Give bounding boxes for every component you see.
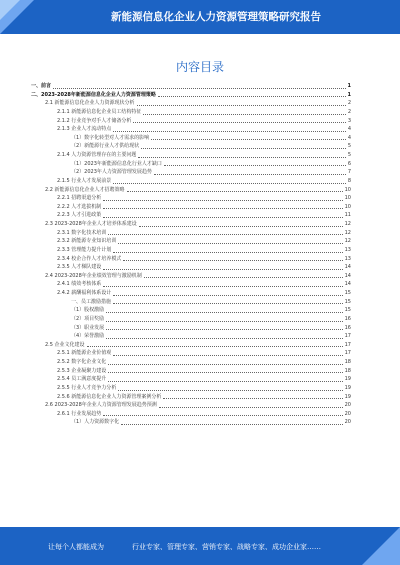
footer-bar xyxy=(0,527,400,565)
toc-page-number: 12 xyxy=(344,229,351,236)
toc-page-number: 2 xyxy=(347,100,351,107)
toc-entry-text: 二、2023-2028年新能源信息化企业人力资源管理策略 xyxy=(31,91,156,98)
toc-leader-dots xyxy=(113,131,346,132)
header-corner-highlight xyxy=(0,0,20,20)
toc-leader-dots xyxy=(159,407,343,408)
toc-entry-text: 2.1.5 行业人才发展前景 xyxy=(57,177,112,184)
toc-page-number: 20 xyxy=(344,402,351,409)
toc-entry-text: 2.5.2 数字化企业文化 xyxy=(57,359,107,365)
toc-leader-dots xyxy=(158,96,346,97)
toc-leader-dots xyxy=(144,277,343,278)
toc-page-number: 3 xyxy=(347,117,351,124)
toc-page-number: 17 xyxy=(344,341,351,348)
toc-leader-dots xyxy=(163,398,342,399)
toc-page-number: 11 xyxy=(344,212,351,219)
toc-entry-text: 2.3 2023-2028年企业人才培养体系建设 xyxy=(45,221,137,227)
toc-entry-text: 2.2.3 人才引进政策 xyxy=(57,212,102,219)
toc-entry-text: 一、员工激励措施 xyxy=(71,298,112,305)
toc-leader-dots xyxy=(106,329,342,330)
toc-entry[interactable] xyxy=(31,237,351,246)
toc-leader-dots xyxy=(108,234,342,235)
toc-leader-dots xyxy=(113,303,343,304)
toc-page-number: 2 xyxy=(347,108,351,115)
toc-entry-text: 2.2.2 人才选拔机制 xyxy=(57,203,102,210)
toc-entry[interactable] xyxy=(31,142,351,151)
toc-entry[interactable] xyxy=(31,160,351,169)
toc-page-number: 18 xyxy=(344,367,351,374)
toc-entry-text: 2.3.1 数字化技术培训 xyxy=(57,229,107,236)
toc-leader-dots xyxy=(113,295,342,296)
toc-entry-text: 2.3.5 人才梯队建设 xyxy=(57,264,102,271)
toc-leader-dots xyxy=(118,243,342,244)
toc-entry-text: （2）项目奖励 xyxy=(71,315,105,322)
toc-entry[interactable] xyxy=(31,358,351,367)
toc-page-number: 16 xyxy=(344,324,351,331)
toc-entry[interactable] xyxy=(31,418,351,427)
header-bar xyxy=(0,0,400,34)
toc-entry-text: 2.4.1 绩效考核体系 xyxy=(57,281,102,288)
toc-entry[interactable] xyxy=(31,194,351,203)
toc-entry[interactable] xyxy=(31,186,351,195)
footer-slogan: 让每个人都能成为 xyxy=(48,543,104,551)
toc-entry-text: 2.2 新能源信息化企业人才招聘策略 xyxy=(45,186,125,193)
toc-entry[interactable] xyxy=(31,220,351,229)
toc-leader-dots xyxy=(121,424,342,425)
toc-leader-dots xyxy=(118,390,342,391)
toc-entry[interactable] xyxy=(31,332,351,341)
toc-entry[interactable] xyxy=(31,134,351,143)
toc-entry-text: 2.6.1 行业发展趋势 xyxy=(57,410,102,417)
toc-leader-dots xyxy=(139,226,343,227)
toc-leader-dots xyxy=(103,217,342,218)
toc-leader-dots xyxy=(103,269,342,270)
toc-entry[interactable] xyxy=(31,211,351,220)
toc-entry-text: （1）2023年新能源信息化行业人才缺口 xyxy=(71,160,162,167)
toc-leader-dots xyxy=(53,88,346,89)
toc-leader-dots xyxy=(106,312,342,313)
toc-entry-text: 2.1.1 新能源信息化企业员工结构特征 xyxy=(57,108,142,115)
toc-entry[interactable] xyxy=(31,255,351,264)
toc-leader-dots xyxy=(113,183,346,184)
toc-leader-dots xyxy=(108,372,342,373)
toc-entry-text: 一、前言 xyxy=(31,83,52,89)
toc-entry[interactable] xyxy=(31,306,351,315)
toc-page-number: 1 xyxy=(347,91,351,98)
toc-entry-text: （2）2023年人力资源管理发展趋势 xyxy=(71,169,152,176)
toc-entry-text: （1）股权激励 xyxy=(71,307,105,314)
toc-leader-dots xyxy=(123,260,342,261)
toc-entry-text: 2.5.3 企业凝聚力建设 xyxy=(57,367,107,374)
toc-page-number: 7 xyxy=(347,169,351,176)
toc-entry[interactable] xyxy=(31,298,351,307)
toc-page-number: 14 xyxy=(344,272,351,279)
toc-entry-text: （3）职业发展 xyxy=(71,324,105,331)
toc-entry-text: 2.4.2 薪酬福利体系设计 xyxy=(57,290,112,296)
toc-page-number: 10 xyxy=(344,203,351,210)
toc-page-number: 16 xyxy=(344,315,351,322)
toc-entry[interactable] xyxy=(31,246,351,255)
toc-leader-dots xyxy=(138,157,345,158)
toc-entry-text: 2.6 2023-2028年企业人力资源管理发展趋势预测 xyxy=(45,402,157,409)
report-title: 新能源信息化企业人力资源管理策略研究报告 xyxy=(111,11,321,23)
toc-page-number: 12 xyxy=(344,238,351,245)
toc-entry[interactable] xyxy=(31,289,351,298)
toc-entry-text: 2.3.4 校企合作人才培养模式 xyxy=(57,255,122,262)
toc-leader-dots xyxy=(103,208,342,209)
toc-entry-text: 2.5.5 行业人才竞争力分析 xyxy=(57,384,117,391)
toc-entry[interactable] xyxy=(31,117,351,126)
toc-page-number: 15 xyxy=(344,298,351,305)
toc-heading: 内容目录 xyxy=(175,60,224,74)
toc-leader-dots xyxy=(113,355,342,356)
toc-page-number: 4 xyxy=(347,126,351,133)
toc-entry-text: 2.1.4 人力资源管理存在的主要问题 xyxy=(57,152,137,158)
toc-entry-text: （1）人力资源数字化 xyxy=(71,419,120,426)
toc-leader-dots xyxy=(127,191,343,192)
toc-page-number: 8 xyxy=(347,177,351,184)
toc-page-number: 14 xyxy=(344,264,351,271)
toc-entry[interactable] xyxy=(31,375,351,384)
toc-entry-text: 2.1.2 行业竞争对手人才储备分析 xyxy=(57,117,132,124)
toc-page-number: 19 xyxy=(344,393,351,400)
toc-entry-text: 2.5 企业文化建设 xyxy=(45,341,85,348)
toc-entry-text: 2.5.6 新能源信息化企业人力资源管理案例分析 xyxy=(57,393,162,400)
toc-leader-dots xyxy=(106,321,342,322)
toc-entry[interactable] xyxy=(31,280,351,289)
toc-entry[interactable] xyxy=(31,393,351,402)
toc-entry-text: （2）新能源行业人才供给现状 xyxy=(71,143,140,150)
toc-page-number: 19 xyxy=(344,384,351,391)
toc-page-number: 17 xyxy=(344,350,351,357)
toc-page-number: 5 xyxy=(347,152,351,158)
toc-entry-text: 2.1.3 企业人才流动特点 xyxy=(57,126,112,133)
toc-entry[interactable] xyxy=(31,410,351,419)
toc-leader-dots xyxy=(108,381,342,382)
toc-entry-text: 2.5.4 员工满意度提升 xyxy=(57,376,107,383)
toc-entry[interactable] xyxy=(31,315,351,324)
toc-page-number: 19 xyxy=(344,376,351,383)
toc-leader-dots xyxy=(133,122,345,123)
toc-entry-text: 2.5.1 新能源企业价值观 xyxy=(57,350,112,357)
footer-corner-decoration xyxy=(362,527,400,565)
toc-page-number: 15 xyxy=(344,307,351,314)
toc-entry[interactable] xyxy=(31,384,351,393)
toc-entry-text: 2.3.3 管理能力提升计划 xyxy=(57,246,112,253)
toc-page-number: 17 xyxy=(344,333,351,340)
toc-page-number: 10 xyxy=(344,186,351,193)
toc-page-number: 18 xyxy=(344,359,351,365)
toc-leader-dots xyxy=(103,415,342,416)
toc-entry-text: 2.3.2 新能源专业知识培训 xyxy=(57,238,117,245)
toc-page-number: 4 xyxy=(347,134,351,141)
toc-leader-dots xyxy=(154,174,346,175)
footer-roles: 行业专家、管理专家、营销专家、战略专家、成功企业家…… xyxy=(132,543,321,551)
toc-entry[interactable] xyxy=(31,401,351,410)
toc-page-number: 10 xyxy=(344,195,351,202)
toc-page-number: 12 xyxy=(344,221,351,227)
toc-entry[interactable] xyxy=(31,99,351,108)
toc-entry[interactable] xyxy=(31,168,351,177)
toc-leader-dots xyxy=(151,139,346,140)
toc-entry[interactable] xyxy=(31,91,351,100)
toc-page-number: 6 xyxy=(347,160,351,167)
toc-page-number: 5 xyxy=(347,143,351,150)
toc-leader-dots xyxy=(103,286,342,287)
toc-leader-dots xyxy=(87,346,343,347)
toc-entry-text: （4）荣誉激励 xyxy=(71,333,105,340)
toc-entry[interactable] xyxy=(31,125,351,134)
toc-entry-text: （1）数字化转型对人才需求的影响 xyxy=(71,134,150,141)
toc-page-number: 20 xyxy=(344,410,351,417)
toc-entry[interactable] xyxy=(31,349,351,358)
toc-page-number: 20 xyxy=(344,419,351,426)
toc-page-number: 1 xyxy=(347,83,351,89)
toc-page-number: 14 xyxy=(344,281,351,288)
toc-entry[interactable] xyxy=(31,324,351,333)
toc-leader-dots xyxy=(164,165,346,166)
toc-entry-text: 2.2.1 招聘渠道分析 xyxy=(57,195,102,202)
toc-page-number: 13 xyxy=(344,246,351,253)
toc-leader-dots xyxy=(113,252,342,253)
toc-entry[interactable] xyxy=(31,229,351,238)
toc-entry[interactable] xyxy=(31,203,351,212)
toc-leader-dots xyxy=(106,338,342,339)
toc-entry[interactable] xyxy=(31,341,351,350)
toc-entry[interactable] xyxy=(31,272,351,281)
toc-entry-text: 2.1 新能源信息化企业人力资源现状分析 xyxy=(45,100,135,107)
table-of-contents xyxy=(31,82,351,427)
toc-leader-dots xyxy=(103,200,342,201)
toc-entry[interactable] xyxy=(31,151,351,160)
toc-entry[interactable] xyxy=(31,263,351,272)
toc-leader-dots xyxy=(137,105,346,106)
toc-entry[interactable] xyxy=(31,82,351,91)
toc-page-number: 13 xyxy=(344,255,351,262)
toc-leader-dots xyxy=(143,114,345,115)
toc-leader-dots xyxy=(108,364,342,365)
toc-leader-dots xyxy=(141,148,346,149)
toc-entry-text: 2.4 2023-2028年企业绩效管理与激励机制 xyxy=(45,272,142,279)
toc-entry[interactable] xyxy=(31,177,351,186)
toc-entry[interactable] xyxy=(31,108,351,117)
toc-entry[interactable] xyxy=(31,367,351,376)
toc-page-number: 15 xyxy=(344,290,351,296)
